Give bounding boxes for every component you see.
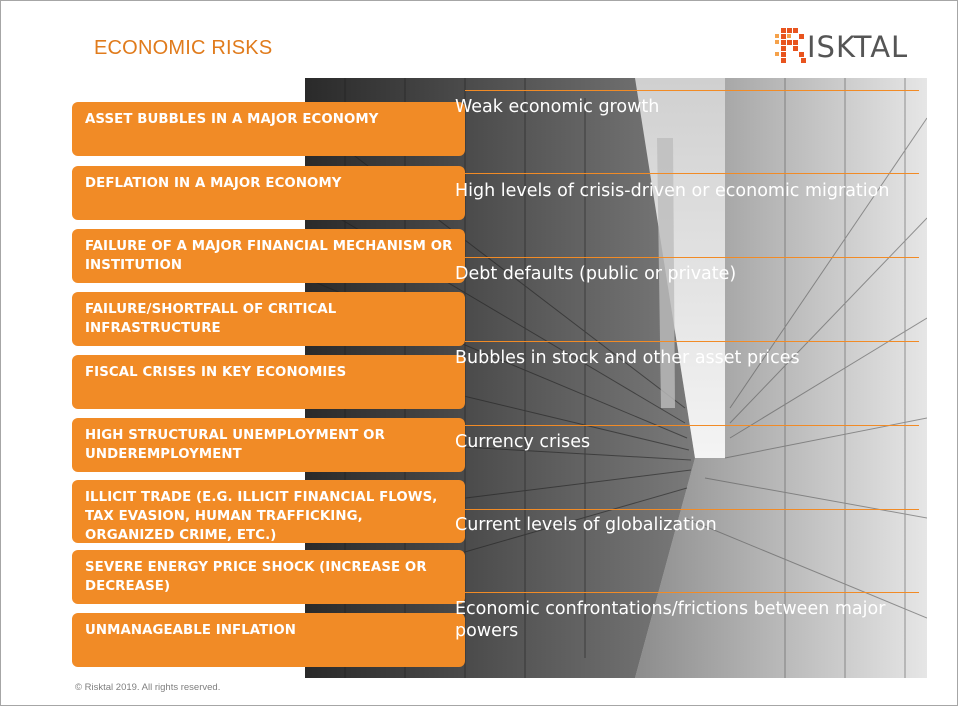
slide-title: ECONOMIC RISKS [94, 37, 273, 59]
separator-line [465, 592, 919, 593]
risktal-logo [775, 24, 925, 66]
driver-migration: High levels of crisis-driven or economic migration [455, 181, 890, 201]
risk-box-illicit-trade: ILLICIT TRADE (E.G. ILLICIT FINANCIAL FLOWS, TAX EVASION, HUMAN TRAFFICKING, ORGANIZED CRIME, ETC.) [72, 480, 465, 543]
separator-line [465, 173, 919, 174]
separator-line [465, 425, 919, 426]
separator-line [465, 257, 919, 258]
risk-box-unemployment: HIGH STRUCTURAL UNEMPLOYMENT OR UNDEREMPLOYMENT [72, 418, 465, 472]
risk-box-financial-failure: FAILURE OF A MAJOR FINANCIAL MECHANISM OR INSTITUTION [72, 229, 465, 283]
risk-box-asset-bubbles: ASSET BUBBLES IN A MAJOR ECONOMY [72, 102, 465, 156]
logo-mark-icon [775, 24, 809, 66]
driver-asset-bubbles: Bubbles in stock and other asset prices [455, 348, 800, 368]
driver-currency-crises: Currency crises [455, 432, 591, 452]
risk-box-energy-price-shock: SEVERE ENERGY PRICE SHOCK (INCREASE OR DECREASE) [72, 550, 465, 604]
logo-wordmark: ISKTAL [807, 30, 909, 64]
risk-box-fiscal-crises: FISCAL CRISES IN KEY ECONOMIES [72, 355, 465, 409]
driver-confrontations: Economic confrontations/frictions between major powers [455, 599, 886, 641]
separator-line [465, 90, 919, 91]
driver-debt-defaults: Debt defaults (public or private) [455, 264, 737, 284]
driver-globalization: Current levels of globalization [455, 515, 717, 535]
copyright-footer: © Risktal 2019. All rights reserved. [75, 682, 221, 693]
separator-line [465, 509, 919, 510]
separator-line [465, 341, 919, 342]
risk-box-deflation: DEFLATION IN A MAJOR ECONOMY [72, 166, 465, 220]
risk-box-infrastructure-failure: FAILURE/SHORTFALL OF CRITICAL INFRASTRUCTURE [72, 292, 465, 346]
risk-box-inflation: UNMANAGEABLE INFLATION [72, 613, 465, 667]
driver-weak-growth: Weak economic growth [455, 97, 660, 117]
